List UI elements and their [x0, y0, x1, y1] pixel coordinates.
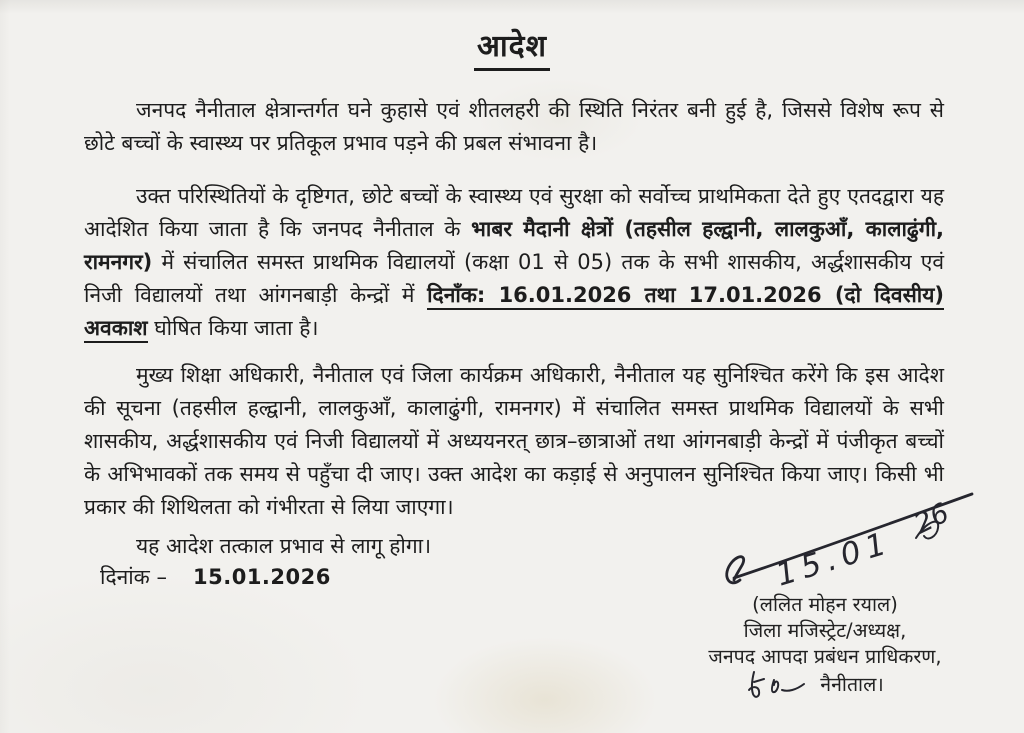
- paragraph-3-text: मुख्य शिक्षा अधिकारी, नैनीताल एवं जिला कार्यक्रम अधिकारी, नैनीताल यह सुनिश्चित करेंगे कि इस आदेश की सूचना (तहसील हल्द्वानी, लालकुआँ, कालाढुंगी, रामनगर) में संचालित समस्त प्राथमिक विद्यालयों के सभी शासकीय, अर्द्धशासकीय एवं निजी विद्यालयों में अध्ययनरत् छात्र–छात्राओं तथा आंगनबाड़ी केन्द्रों में पंजीकृत बच्चों के अभिभावकों तक समय से पहुँचा दी जाए। उक्त आदेश का कड़ाई से अनुपालन सुनिश्चित किया जाए। किसी भी प्रकार की शिथिलता को गंभीरता से लिया जाएगा।: [84, 363, 944, 519]
- paragraph-2-run-normal-1: उक्त परिस्थितियों के दृष्टिगत, छोटे बच्चों के स्वास्थ्य एवं सुरक्षा को सर्वोच्च प्राथमिकता देते हुए एतदद्वारा यह आदेशित किया जाता है कि जनपद नैनीताल के: [84, 184, 944, 241]
- signatory-place: नैनीताल।: [820, 673, 884, 696]
- paragraph-2-run-holiday-dates-underlined: दिनाँक: 16.01.2026 तथा 17.01.2026 (दो दिवसीय) अवकाश: [84, 283, 944, 343]
- document-header: [0, 24, 1024, 71]
- paragraph-2-run-normal-3: घोषित किया जाता है।: [147, 316, 319, 340]
- paragraph-1-text: जनपद नैनीताल क्षेत्रान्तर्गत घने कुहासे एवं शीतलहरी की स्थिति निरंतर बनी हुई है, जिससे विशेष रूप से छोटे बच्चों के स्वास्थ्य पर प्रतिकूल प्रभाव पड़ने की प्रबल संभावना है।: [84, 98, 944, 155]
- paragraph-2-run-bold-areas: भाबर मैदानी क्षेत्रों (तहसील हल्द्वानी, लालकुआँ, कालाढुंगी, रामनगर): [84, 217, 944, 274]
- signature-date-year-digits: 26: [909, 497, 954, 541]
- signatory-designation: जिला मजिस्ट्रेट/अध्यक्ष,: [743, 619, 907, 642]
- paragraph-2: [84, 180, 944, 345]
- signatory-organization: जनपद आपदा प्रबंधन प्राधिकरण,: [708, 645, 942, 668]
- signatory-place-row: [635, 670, 995, 700]
- issue-dateline: [100, 563, 331, 591]
- signature-date-digits: 15.01: [771, 524, 896, 594]
- handwritten-signature: [688, 476, 1008, 606]
- paragraph-4-text: यह आदेश तत्काल प्रभाव से लागू होगा।: [136, 534, 432, 558]
- signature-block: [655, 592, 995, 700]
- date-value: 15.01.2026: [193, 565, 331, 589]
- document-title: आदेश: [474, 24, 550, 71]
- paragraph-1: [84, 94, 944, 160]
- date-label: दिनांक –: [100, 565, 167, 589]
- handwritten-initials-icon: [746, 670, 810, 700]
- signatory-name: (ललित मोहन रयाल): [752, 593, 898, 616]
- paragraph-2-run-normal-2: में संचालित समस्त प्राथमिक विद्यालयों (कक्षा 01 से 05) तक के सभी शासकीय, अर्द्धशासकीय एवं निजी विद्यालयों तथा आंगनबाड़ी केन्द्रों में: [84, 250, 944, 307]
